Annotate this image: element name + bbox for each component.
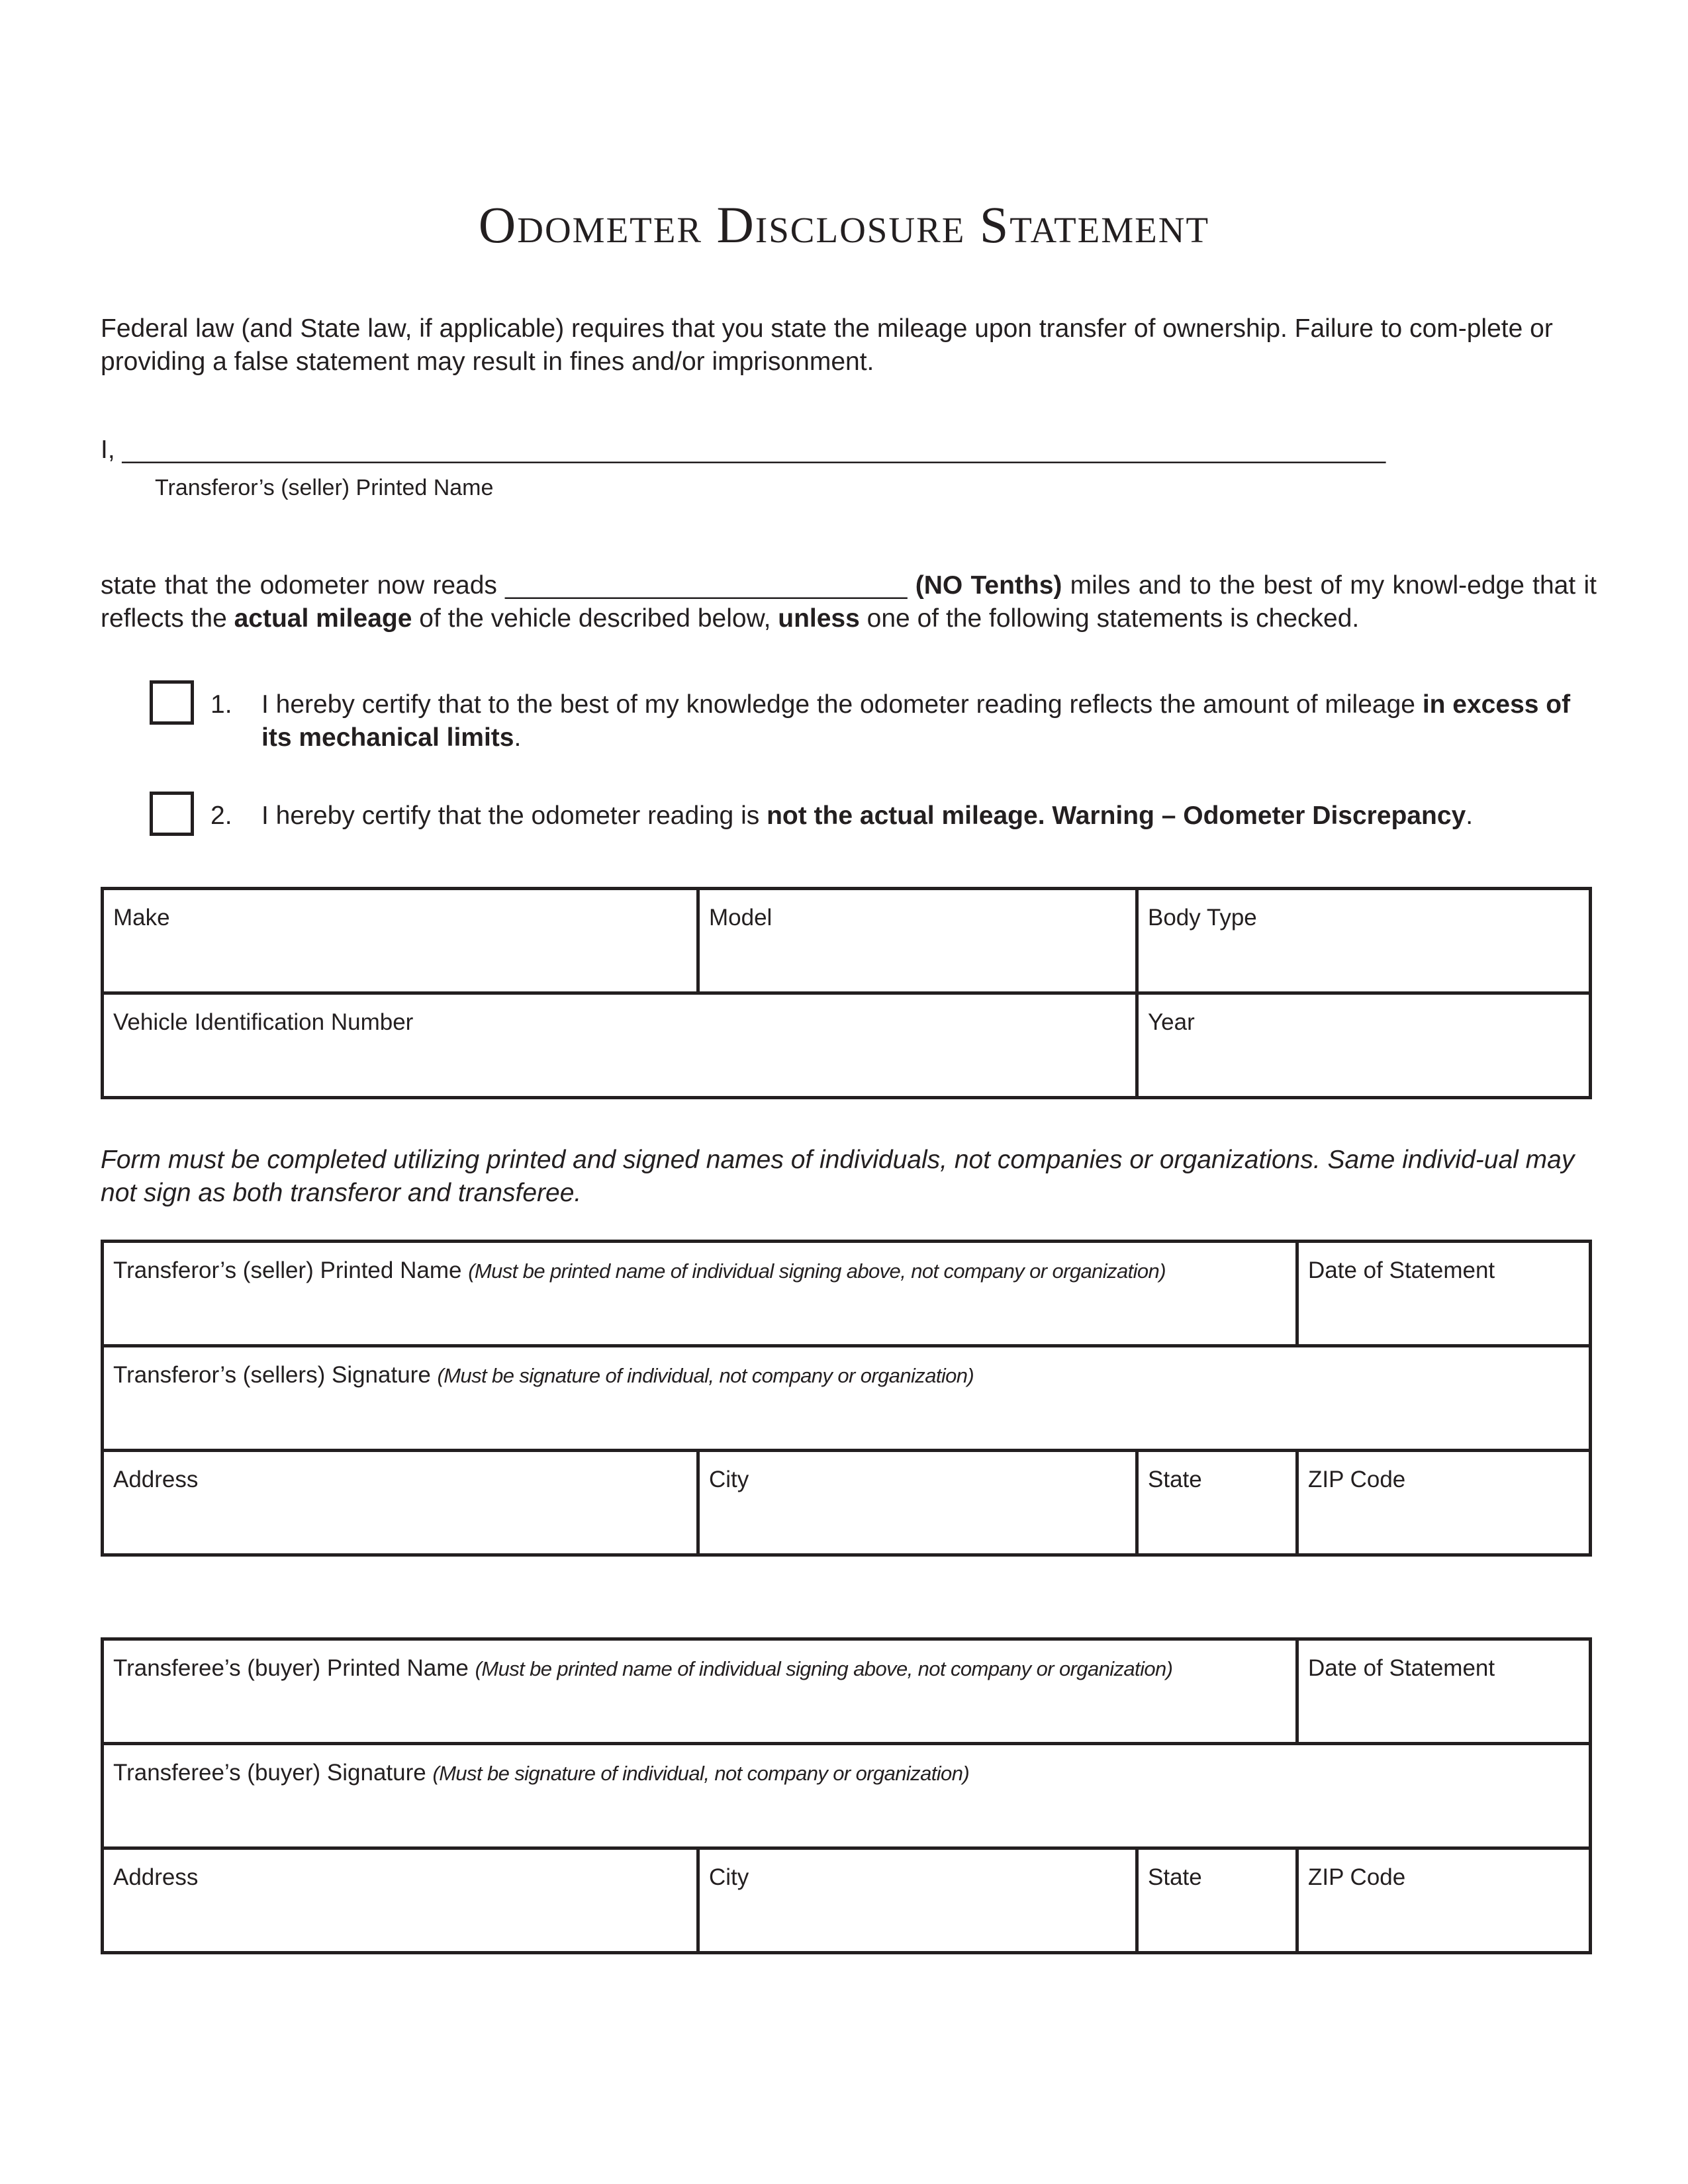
transferor-name-line[interactable] bbox=[101, 433, 1590, 467]
buyer-zip-field[interactable] bbox=[1297, 1848, 1591, 1953]
unless-label: unless bbox=[778, 604, 860, 633]
statement-1-bold: in excess of its mechanical limits bbox=[261, 690, 1571, 752]
intro-paragraph: Federal law (and State law, if applicable) requires that you state the mileage upon transfer of ownership. Failure to com-plete or providing a false statement may result in fines and/or imprisonment. bbox=[101, 314, 1553, 376]
name-line-prefix: I, bbox=[101, 435, 115, 464]
transferee-table bbox=[101, 1637, 1592, 1954]
buyer-signature-field[interactable] bbox=[103, 1744, 1591, 1848]
buyer-printed-name-note: (Must be printed name of individual signing above, not company or organization) bbox=[475, 1657, 1173, 1680]
vin-label: Vehicle Identification Number bbox=[113, 1009, 414, 1035]
actual-mileage-label: actual mileage bbox=[234, 604, 412, 633]
no-tenths-label: (NO Tenths) bbox=[915, 571, 1062, 600]
seller-zip-field[interactable] bbox=[1297, 1451, 1591, 1555]
make-field[interactable] bbox=[103, 889, 698, 993]
statement-2-number: 2. bbox=[211, 801, 232, 830]
statement-1-number: 1. bbox=[211, 690, 232, 719]
seller-date-field[interactable] bbox=[1297, 1242, 1591, 1346]
buyer-signature-label: Transferee’s (buyer) Signature bbox=[113, 1760, 426, 1786]
statement-2 bbox=[261, 799, 1585, 833]
not-actual-mileage-checkbox[interactable] bbox=[150, 792, 194, 836]
buyer-address-field[interactable] bbox=[103, 1848, 698, 1953]
statement-1-end: . bbox=[514, 723, 522, 752]
seller-city-field[interactable] bbox=[698, 1451, 1137, 1555]
seller-signature-note: (Must be signature of individual, not company or organization) bbox=[437, 1364, 974, 1387]
body-type-label: Body Type bbox=[1148, 905, 1257, 931]
reads-text-1: state that the odometer now reads bbox=[101, 571, 497, 600]
page-title: Odometer Disclosure Statement bbox=[478, 196, 1210, 253]
buyer-city-field[interactable] bbox=[698, 1848, 1137, 1953]
seller-city-label: City bbox=[709, 1467, 749, 1492]
seller-printed-name-note: (Must be printed name of individual signing above, not company or organization) bbox=[468, 1259, 1166, 1283]
odometer-reading-blank[interactable]: ____________________________ bbox=[505, 571, 908, 600]
seller-zip-label: ZIP Code bbox=[1308, 1467, 1406, 1492]
statement-1 bbox=[261, 688, 1579, 754]
seller-printed-name-field[interactable] bbox=[103, 1242, 1297, 1346]
statement-2-end: . bbox=[1466, 801, 1474, 830]
year-label: Year bbox=[1148, 1009, 1195, 1035]
seller-address-field[interactable] bbox=[103, 1451, 698, 1555]
model-field[interactable] bbox=[698, 889, 1137, 993]
seller-date-label: Date of Statement bbox=[1308, 1257, 1495, 1283]
buyer-printed-name-label: Transferee’s (buyer) Printed Name bbox=[113, 1655, 469, 1681]
vehicle-info-table bbox=[101, 887, 1592, 1099]
buyer-date-field[interactable] bbox=[1297, 1639, 1591, 1744]
reads-text-4: one of the following statements is checked. bbox=[867, 604, 1360, 633]
buyer-signature-note: (Must be signature of individual, not company or organization) bbox=[432, 1762, 970, 1785]
statement-2-bold: not the actual mileage. Warning – Odometer Discrepancy bbox=[767, 801, 1466, 830]
year-field[interactable] bbox=[1137, 993, 1591, 1098]
make-label: Make bbox=[113, 905, 170, 931]
name-line-caption: Transferor’s (seller) Printed Name bbox=[155, 475, 494, 500]
name-line-blank[interactable]: ________________________________________________________________________________________ bbox=[122, 435, 1386, 464]
buyer-zip-label: ZIP Code bbox=[1308, 1864, 1406, 1890]
seller-state-field[interactable] bbox=[1137, 1451, 1297, 1555]
body-type-field[interactable] bbox=[1137, 889, 1591, 993]
buyer-printed-name-field[interactable] bbox=[103, 1639, 1297, 1744]
seller-signature-field[interactable] bbox=[103, 1346, 1591, 1451]
odometer-reads-paragraph bbox=[101, 569, 1597, 635]
seller-printed-name-label: Transferor’s (seller) Printed Name bbox=[113, 1257, 462, 1283]
vin-field[interactable] bbox=[103, 993, 1137, 1098]
statement-2-text: I hereby certify that the odometer reading is bbox=[261, 801, 760, 830]
seller-signature-label: Transferor’s (sellers) Signature bbox=[113, 1362, 431, 1388]
seller-address-label: Address bbox=[113, 1467, 199, 1492]
mechanical-limits-checkbox[interactable] bbox=[150, 680, 194, 725]
buyer-state-label: State bbox=[1148, 1864, 1202, 1890]
individuals-warning: Form must be completed utilizing printed and signed names of individuals, not companies or organizations. Same individ-ual may not sign as both transferor and transferee. bbox=[101, 1146, 1575, 1207]
reads-text-2: miles and to the best of my knowl-edge that it reflects the bbox=[101, 571, 1597, 633]
buyer-state-field[interactable] bbox=[1137, 1848, 1297, 1953]
transferor-table bbox=[101, 1240, 1592, 1557]
model-label: Model bbox=[709, 905, 773, 931]
buyer-city-label: City bbox=[709, 1864, 749, 1890]
statement-1-text: I hereby certify that to the best of my knowledge the odometer reading reflects the amount of mileage bbox=[261, 690, 1415, 719]
seller-state-label: State bbox=[1148, 1467, 1202, 1492]
reads-text-3: of the vehicle described below, bbox=[419, 604, 771, 633]
buyer-address-label: Address bbox=[113, 1864, 199, 1890]
buyer-date-label: Date of Statement bbox=[1308, 1655, 1495, 1681]
